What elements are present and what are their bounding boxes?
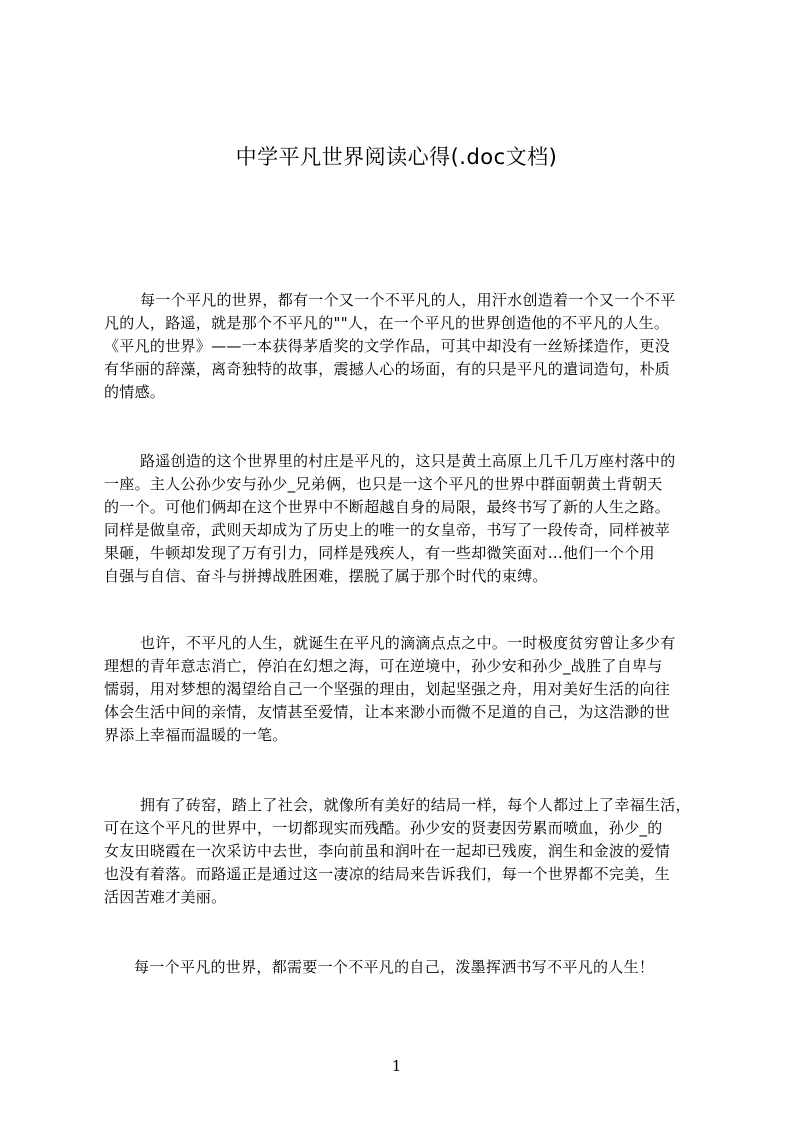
paragraph-line: 《平凡的世界》——一本获得茅盾奖的文学作品，可其中却没有一丝矫揉造作，更没 xyxy=(104,337,671,355)
paragraph-line: 一座。主人公孙少安与孙少_兄弟俩，也只是一这个平凡的世界中群面朝黄土背朝天 xyxy=(104,475,663,493)
page-number: 1 xyxy=(391,1057,402,1075)
paragraph-line: 路遥创造的这个世界里的村庄是平凡的，这只是黄土高原上几千几万座村落中的 xyxy=(140,452,676,470)
paragraph-line: 拥有了砖窑，踏上了社会，就像所有美好的结局一样，每个人都过上了幸福生活， xyxy=(140,796,691,814)
paragraph-4 xyxy=(104,794,700,909)
paragraph-line: 女友田晓霞在一次采访中去世，李向前虽和润叶在一起却已残废，润生和金波的爱情 xyxy=(104,842,671,860)
paragraph-line: 每一个平凡的世界，都需要一个不平凡的自己，泼墨挥洒书写不平凡的人生！ xyxy=(134,958,655,976)
paragraph-line: 每一个平凡的世界，都有一个又一个不平凡的人，用汗水创造着一个又一个不平 xyxy=(140,291,676,309)
paragraph-line: 有华丽的辞藻，离奇独特的故事，震撼人心的场面，有的只是平凡的遣词造句，朴质 xyxy=(104,360,671,378)
paragraph-2 xyxy=(104,450,700,588)
paragraph-line: 自强与自信、奋斗与拼搏战胜困难，摆脱了属于那个时代的束缚。 xyxy=(104,567,548,585)
paragraph-line: 凡的人，路遥，就是那个不平凡的""人，在一个平凡的世界创造他的不平凡的人生。 xyxy=(104,314,670,332)
paragraph-1 xyxy=(104,289,700,404)
paragraph-line: 界添上幸福而温暖的一笔。 xyxy=(104,726,288,744)
paragraph-line: 也许，不平凡的人生，就诞生在平凡的滴滴点点之中。一时极度贫穷曾让多少有 xyxy=(140,634,676,652)
paragraph-line: 也没有着落。而路遥正是通过这一凄凉的结局来告诉我们，每一个世界都不完美，生 xyxy=(104,865,671,883)
paragraph-line: 理想的青年意志消亡，停泊在幻想之海，可在逆境中，孙少安和孙少_战胜了自卑与 xyxy=(104,657,663,675)
document-title: 中学平凡世界阅读心得(.doc文档) xyxy=(235,145,558,169)
paragraph-line: 的一个。可他们俩却在这个世界中不断超越自身的局限，最终书写了新的人生之路。 xyxy=(104,498,671,516)
paragraph-line: 果砸，牛顿却发现了万有引力，同样是残疾人，有一些却微笑面对…他们一个个用 xyxy=(104,544,655,562)
paragraph-line: 可在这个平凡的世界中，一切都现实而残酷。孙少安的贤妻因劳累而喷血，孙少_的 xyxy=(104,819,663,837)
paragraph-line: 同样是做皇帝，武则天却成为了历史上的唯一的女皇帝，书写了一段传奇，同样被苹 xyxy=(104,521,671,539)
paragraph-3 xyxy=(104,632,700,747)
paragraph-line: 体会生活中间的亲情，友情甚至爱情，让本来渺小而微不足道的自己，为这浩渺的世 xyxy=(104,703,671,721)
paragraph-line: 懦弱，用对梦想的渴望给自己一个坚强的理由，划起坚强之舟，用对美好生活的向往 xyxy=(104,680,671,698)
paragraph-5 xyxy=(104,956,700,979)
paragraph-line: 活因苦难才美丽。 xyxy=(104,888,227,906)
paragraph-line: 的情感。 xyxy=(104,383,166,401)
